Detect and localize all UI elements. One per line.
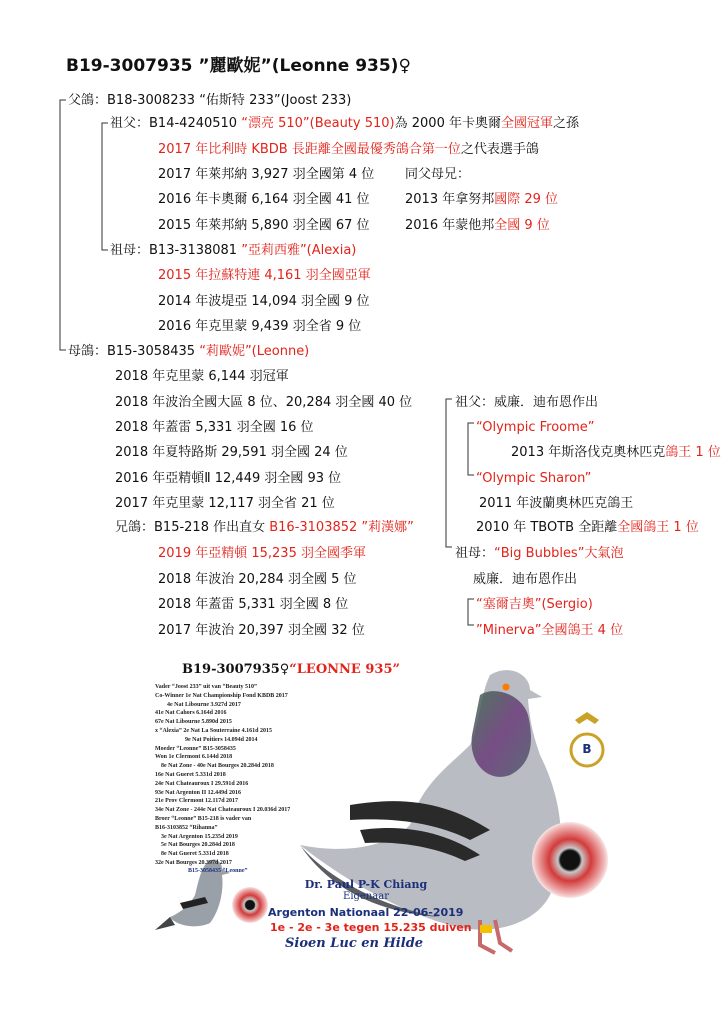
poster-line: 8e Nat Gueret 5.331d 2018 [161,851,229,858]
poster-line: 4e Nat Libourne 3.927d 2017 [167,701,241,708]
poster-line: Broer “Leonne” B15-218 is vader van [155,815,252,822]
poster-line: 9e Nat Poitiers 14.094d 2014 [185,736,258,743]
m-gm-name-2: ”Minerva” [476,623,542,638]
gf-sibling-2 [405,218,550,234]
small-eye-closeup [232,887,268,923]
gf-sib1-place: 國際 29 位 [494,192,559,207]
m-gm-breeder: 威廉．迪布恩作出 [473,572,578,587]
grandfather-ring: B14-4240510 [149,116,242,131]
gf-award-tail: 之代表選手鴿 [460,142,539,157]
grandfather-label: 祖父： [110,116,150,131]
father-label: 父鴿： [68,93,108,108]
poster-line: Won 1e Clermont 6.144d 2018 [155,754,233,761]
m-grandmother-name: “Big Bubbles” [494,546,585,561]
gf-sib2-place: 全國 9 位 [494,218,550,233]
m-gf-result-2: 2011 年波蘭奧林匹克鴿王 [479,496,634,511]
page-title: B19-3007935 ”麗歐妮”(Leonne 935)♀ [66,56,411,76]
brother-result-3: 2017 年波治 20,397 羽全國 32 位 [158,623,365,638]
m-grandmother-alias: 大氣泡 [584,546,624,561]
grandmother-name: ”亞莉西雅”(Alexia) [241,243,357,258]
brother-result-2: 2018 年蓋雷 5,331 羽全國 8 位 [158,597,349,612]
poster-line: x “Alexia” 2e Nat La Souterraine 4.161d 2015 [155,727,272,734]
m-gf-name-2: “Olympic Sharon” [476,471,592,486]
m-gm-name-2-tail: 全國鴿王 4 位 [541,623,624,638]
mother-result-6: 2017 年克里蒙 12,117 羽全省 21 位 [115,496,335,511]
poster-line: 24e Nat Chateauroux I 29.591d 2016 [155,780,249,787]
poster-line: 8e Nat Zone - 40e Nat Bourges 20.284d 2018 [161,763,274,770]
eye-closeup [532,822,608,898]
poster-line: 41e Nat Cahors 6.164d 2016 [155,710,227,717]
gf-result-3: 2015 年萊邦納 5,890 羽全國 67 位 [158,218,370,233]
mother-label: 母鴿： [68,344,108,359]
brother-award: 2019 年亞精頓 15,235 羽全國季軍 [158,546,366,561]
brother-label: 兄鴿：B15-218 作出直女 [115,520,270,535]
poster-line: 93e Nat Argenton II 12.449d 2016 [155,789,242,796]
mother-result-3: 2018 年蓋雷 5,331 羽全國 16 位 [115,420,314,435]
poster-owner-role: Eigenaar [343,891,389,902]
poster-line: 21e Prov Clermont 12.117d 2017 [155,798,239,805]
father-ring: B18-3008233 “佑斯特 233”(Joost 233) [107,93,352,108]
grandfather-tail-b: 全國冠軍 [500,116,553,131]
poster-race: Argenton Nationaal 22-06-2019 [268,906,464,919]
m-gf-result-3 [476,520,699,536]
poster-loft: Sioen Luc en Hilde [285,936,424,951]
m-gf-res1-place: 鴿王 1 位 [665,445,721,460]
poster-title [182,662,400,677]
m-gf-result-1 [511,445,721,461]
poster-pedigree-lines [155,683,290,868]
mother-name: “莉歐妮”(Leonne) [199,344,310,359]
poster-result: 1e - 2e - 3e tegen 15.235 duiven [270,921,472,934]
poster-owner: Dr. Paul P-K Chiang [304,878,428,891]
m-gm-offspring-1 [476,597,593,613]
m-gf-res3-place: 全國鴿王 1 位 [617,520,699,535]
m-grandmother-line [455,546,623,562]
mother-line [68,344,309,360]
poster-line: 3e Nat Argenton 15.235d 2019 [161,833,238,840]
gm-result-1: 2014 年波堤亞 14,094 羽全國 9 位 [158,294,370,309]
poster-line: 5e Nat Bourges 20.284d 2018 [161,842,235,849]
gf-sib2-race: 2016 年蒙他邦 [405,218,495,233]
gf-result-2: 2016 年卡奧爾 6,164 羽全國 41 位 [158,192,370,207]
badge-letter: B [582,742,592,756]
gf-sibling-1 [405,192,558,208]
gf-sibling-label: 同父母兄： [405,167,471,182]
poster-line: 32e Nat Bourges 20.397d 2017 [155,859,232,866]
m-gm-offspring-2 [476,623,623,639]
poster-line: 67e Nat Libourne 5.890d 2015 [155,719,232,726]
grandfather-name: “漂亮 510”(Beauty 510) [241,116,395,131]
m-grandfather-label: 祖父：威廉．迪布恩作出 [455,395,599,410]
poster-line: B16-3103852 “Rihanna” [155,824,218,831]
mother-result-2: 2018 年波治全國大區 8 位、20,284 羽全國 40 位 [115,395,413,410]
m-gf-res1-race: 2013 年斯洛伐克奧林匹克 [511,445,666,460]
poster-line: Vader “Joost 233” uit van “Beauty 510” [155,684,258,690]
poster-title-name: “LEONNE 935” [289,662,400,677]
grandfather-line [110,116,579,132]
poster-line: 16e Nat Gueret 5.331d 2018 [155,771,226,778]
mother-result-4: 2018 年夏特路斯 29,591 羽全國 24 位 [115,445,348,460]
gm-award: 2015 年拉蘇特連 4,161 羽全國亞軍 [158,268,371,283]
poster-mother-caption: B15-3058435 “Leonne” [188,868,248,874]
m-gf-res3-race: 2010 年 TBOTB 全距離 [476,520,618,535]
gf-award-text: 2017 年比利時 KBDB 長距離全國最優秀鴿合第一位 [158,142,461,157]
m-gm-name-1: “塞爾吉奧” [476,597,542,612]
m-gf-name-1: “Olympic Froome” [476,420,595,435]
gm-result-2: 2016 年克里蒙 9,439 羽全省 9 位 [158,319,362,334]
mother-result-1: 2018 年克里蒙 6,144 羽冠軍 [115,369,289,384]
grandmother-ring: B13-3138081 [149,243,242,258]
poster-line: Co-Winner 1e Nat Championship Fond KBDB 2017 [155,692,288,699]
father-line [68,93,351,109]
mother-result-5: 2016 年亞精頓Ⅱ 12,449 羽全國 93 位 [115,471,342,486]
grandfather-tail-c: 之孫 [553,116,580,131]
grandmother-label: 祖母： [110,243,150,258]
mother-ring: B15-3058435 [107,344,200,359]
poster-line: 34e Nat Zone - 244e Nat Chateauroux I 20.036d 2017 [155,807,291,814]
poster-title-ring: B19-3007935♀ [182,662,290,677]
grandfather-tail-a: 為 2000 年卡奧爾 [394,116,501,131]
trophy-badge-icon [571,712,603,766]
gf-sib1-race: 2013 年拿努邦 [405,192,495,207]
brother-result-1: 2018 年波治 20,284 羽全國 5 位 [158,572,357,587]
brother-line [115,520,414,536]
grandmother-line [110,243,356,259]
m-grandmother-label: 祖母： [455,546,495,561]
poster-line: Moeder “Leonne” B15-3058435 [155,745,236,752]
grandfather-award [158,142,539,158]
m-gm-name-1-tail: (Sergio) [541,597,593,612]
brother-daughter: B16-3103852 ”莉漢娜” [269,520,414,535]
gf-result-1: 2017 年萊邦納 3,927 羽全國第 4 位 [158,167,375,182]
